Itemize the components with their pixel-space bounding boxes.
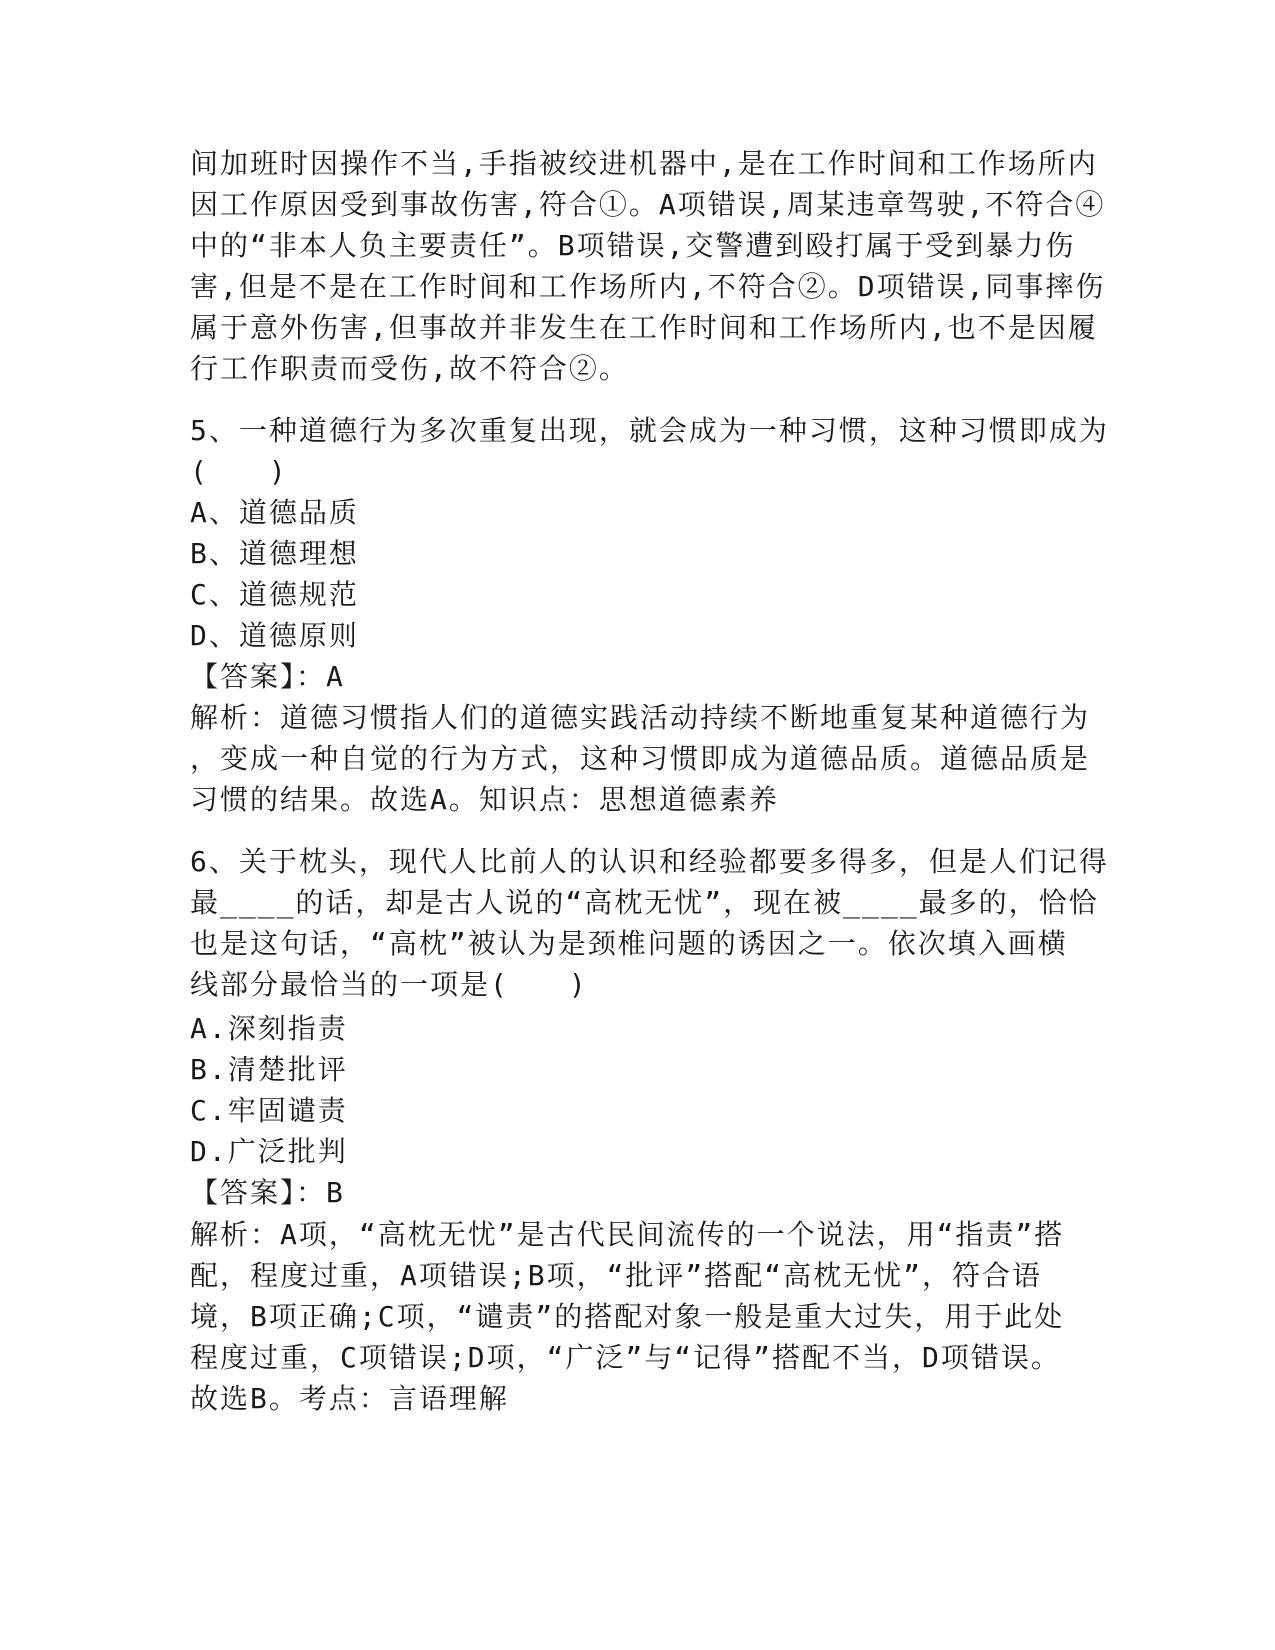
question-stem: 最____的话，却是古人说的“高枕无忧”，现在被____最多的，恰恰 [190,886,1099,919]
question-stem: 线部分最恰当的一项是( ) [190,968,588,1001]
analysis-line: 解析：道德习惯指人们的道德实践活动持续不断地重复某种道德行为 [190,701,1091,734]
text-line: 中的“非本人负主要责任”。B项错误,交警遭到殴打属于受到暴力伤 [190,229,1076,262]
analysis-line: 习惯的结果。故选A。知识点：思想道德素养 [190,783,779,816]
answer-label: 【答案】：A [190,660,345,693]
question-stem: 5、一种道德行为多次重复出现，就会成为一种习惯，这种习惯即成为 [190,414,1109,447]
option-d: D、道德原则 [190,619,359,652]
text-line: 害,但是不是在工作时间和工作场所内,不符合②。D项错误,同事摔伤 [190,270,1106,303]
option-d: D.广泛批判 [190,1135,348,1168]
answer-label: 【答案】：B [190,1176,345,1209]
option-b: B.清楚批评 [190,1053,348,1086]
option-a: A、道德品质 [190,496,359,529]
question-stem: 6、关于枕头，现代人比前人的认识和经验都要多得多，但是人们记得 [190,845,1109,878]
text-line: 间加班时因操作不当,手指被绞进机器中,是在工作时间和工作场所内 [190,147,1098,180]
option-a: A.深刻指责 [190,1012,348,1045]
analysis-line: 故选B。考点：言语理解 [190,1382,509,1415]
analysis-line: ，变成一种自觉的行为方式，这种习惯即成为道德品质。道德品质是 [190,742,1091,775]
question-stem: ( ) [190,455,288,488]
analysis-line: 解析：A项，“高枕无忧”是古代民间流传的一个说法，用“指责”搭 [190,1218,1065,1251]
option-c: C.牢固谴责 [190,1094,348,1127]
text-line: 行工作职责而受伤,故不符合②。 [190,352,629,385]
text-line: 属于意外伤害,但事故并非发生在工作时间和工作场所内,也不是因履 [190,311,1098,344]
analysis-line: 配，程度过重，A项错误;B项，“批评”搭配“高枕无忧”，符合语 [190,1259,1043,1292]
question-stem: 也是这句话，“高枕”被认为是颈椎问题的诱因之一。依次填入画横 [190,927,1068,960]
analysis-line: 境，B项正确;C项，“谴责”的搭配对象一般是重大过失，用于此处 [190,1300,1065,1333]
analysis-line: 程度过重，C项错误;D项，“广泛”与“记得”搭配不当，D项错误。 [190,1341,1061,1374]
option-c: C、道德规范 [190,578,359,611]
text-line: 因工作原因受到事故伤害,符合①。A项错误,周某违章驾驶,不符合④ [190,188,1106,221]
option-b: B、道德理想 [190,537,359,570]
